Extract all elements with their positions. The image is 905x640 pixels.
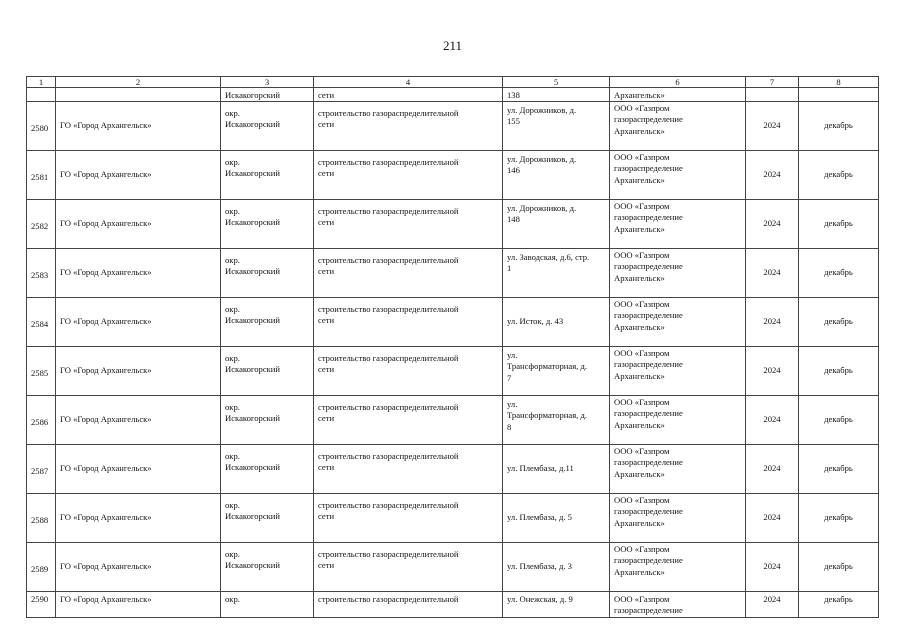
cell-organization: ООО «Газпром газораспределение Архангельск» [610, 445, 746, 494]
cell-month: декабрь [799, 249, 879, 298]
cell-work: строительство газораспределительной сети [314, 200, 503, 249]
cell-year [746, 88, 799, 102]
column-header: 3 [221, 77, 314, 88]
cell-district: окр. Искакогорский [221, 494, 314, 543]
cell-month: декабрь [799, 494, 879, 543]
cell-work: строительство газораспределительной сети [314, 298, 503, 347]
cell-district: окр. Искакогорский [221, 151, 314, 200]
cell-go: ГО «Город Архангельск» [56, 249, 221, 298]
cell-address: ул. Заводская, д.6, стр. 1 [503, 249, 610, 298]
column-header: 6 [610, 77, 746, 88]
cell-go: ГО «Город Архангельск» [56, 494, 221, 543]
cell-year: 2024 [746, 102, 799, 151]
table-row [27, 298, 879, 347]
cell-work: строительство газораспределительной сети [314, 249, 503, 298]
cell-work: строительство газораспределительной сети [314, 494, 503, 543]
table-row [27, 445, 879, 494]
cell-year: 2024 [746, 347, 799, 396]
column-number-row [27, 77, 879, 88]
cell-address: ул. Дорожников, д. 155 [503, 102, 610, 151]
cell-number: 2584 [27, 298, 56, 347]
cell-go: ГО «Город Архангельск» [56, 592, 221, 618]
cell-month: декабрь [799, 445, 879, 494]
cell-year: 2024 [746, 151, 799, 200]
cell-month: декабрь [799, 347, 879, 396]
cell-work: строительство газораспределительной сети [314, 102, 503, 151]
cell-address: ул. Исток, д. 43 [503, 298, 610, 347]
cell-number: 2590 [27, 592, 56, 618]
cell-month: декабрь [799, 298, 879, 347]
cell-district: окр. [221, 592, 314, 618]
cell-month: декабрь [799, 151, 879, 200]
cell-address: ул. Трансформаторная, д. 7 [503, 347, 610, 396]
cell-work: строительство газораспределительной сети [314, 347, 503, 396]
column-header: 1 [27, 77, 56, 88]
cell-district: окр. Искакогорский [221, 543, 314, 592]
cell-number: 2580 [27, 102, 56, 151]
table-row [27, 347, 879, 396]
cell-address: ул. Онежская, д. 9 [503, 592, 610, 618]
cell-organization: ООО «Газпром газораспределение Архангельск» [610, 347, 746, 396]
cell-year: 2024 [746, 249, 799, 298]
cell-work: строительство газораспределительной сети [314, 396, 503, 445]
cell-go: ГО «Город Архангельск» [56, 445, 221, 494]
page-number: 211 [442, 38, 463, 53]
cell-go: ГО «Город Архангельск» [56, 102, 221, 151]
cell-organization: ООО «Газпром газораспределение Архангельск» [610, 200, 746, 249]
cell-district: окр. Искакогорский [221, 298, 314, 347]
cell-year: 2024 [746, 298, 799, 347]
cell-district: окр. Искакогорский [221, 200, 314, 249]
table-row [27, 200, 879, 249]
cell-organization: ООО «Газпром газораспределение Архангельск» [610, 249, 746, 298]
column-header: 8 [799, 77, 879, 88]
cell-district: окр. Искакогорский [221, 396, 314, 445]
cell-number [27, 88, 56, 102]
column-header: 4 [314, 77, 503, 88]
cell-month: декабрь [799, 200, 879, 249]
column-header: 7 [746, 77, 799, 88]
cell-district: окр. Искакогорский [221, 347, 314, 396]
cell-number: 2585 [27, 347, 56, 396]
cell-organization: ООО «Газпром газораспределение Архангельск» [610, 494, 746, 543]
cell-address: ул. Плембаза, д.11 [503, 445, 610, 494]
cell-month [799, 88, 879, 102]
continuation-row [27, 88, 879, 102]
cell-district: окр. Искакогорский [221, 249, 314, 298]
cell-month: декабрь [799, 396, 879, 445]
cell-work: строительство газораспределительной сети [314, 151, 503, 200]
table-row [27, 494, 879, 543]
cell-year: 2024 [746, 396, 799, 445]
cell-year: 2024 [746, 592, 799, 618]
column-header: 2 [56, 77, 221, 88]
column-header: 5 [503, 77, 610, 88]
cell-number: 2582 [27, 200, 56, 249]
table-row [27, 592, 879, 618]
cell-go: ГО «Город Архангельск» [56, 396, 221, 445]
cell-address: 138 [503, 88, 610, 102]
cell-address: ул. Трансформаторная, д. 8 [503, 396, 610, 445]
cell-work: строительство газораспределительной сети [314, 445, 503, 494]
cell-work: сети [314, 88, 503, 102]
cell-go: ГО «Город Архангельск» [56, 298, 221, 347]
cell-month: декабрь [799, 543, 879, 592]
cell-work: строительство газораспределительной сети [314, 543, 503, 592]
cell-district: окр. Искакогорский [221, 445, 314, 494]
cell-go: ГО «Город Архангельск» [56, 200, 221, 249]
cell-work: строительство газораспределительной [314, 592, 503, 618]
table-row [27, 151, 879, 200]
cell-number: 2587 [27, 445, 56, 494]
cell-year: 2024 [746, 445, 799, 494]
cell-number: 2581 [27, 151, 56, 200]
cell-number: 2586 [27, 396, 56, 445]
cell-number: 2588 [27, 494, 56, 543]
cell-number: 2583 [27, 249, 56, 298]
cell-go: ГО «Город Архангельск» [56, 543, 221, 592]
cell-month: декабрь [799, 102, 879, 151]
table-row [27, 102, 879, 151]
cell-go: ГО «Город Архангельск» [56, 151, 221, 200]
cell-address: ул. Плембаза, д. 3 [503, 543, 610, 592]
cell-address: ул. Плембаза, д. 5 [503, 494, 610, 543]
cell-organization: ООО «Газпром газораспределение Архангельск» [610, 102, 746, 151]
registry-table [26, 76, 879, 618]
cell-go: ГО «Город Архангельск» [56, 347, 221, 396]
cell-year: 2024 [746, 200, 799, 249]
cell-district: окр. Искакогорский [221, 102, 314, 151]
cell-year: 2024 [746, 543, 799, 592]
cell-organization: ООО «Газпром газораспределение Архангельск» [610, 396, 746, 445]
cell-organization: Архангельск» [610, 88, 746, 102]
cell-number: 2589 [27, 543, 56, 592]
table-row [27, 249, 879, 298]
cell-month: декабрь [799, 592, 879, 618]
cell-organization: ООО «Газпром газораспределение Архангельск» [610, 298, 746, 347]
table-row [27, 543, 879, 592]
table-row [27, 396, 879, 445]
cell-organization: ООО «Газпром газораспределение Архангельск» [610, 151, 746, 200]
cell-go [56, 88, 221, 102]
cell-organization: ООО «Газпром газораспределение Архангельск» [610, 543, 746, 592]
cell-organization: ООО «Газпром газораспределение [610, 592, 746, 618]
cell-address: ул. Дорожников, д. 146 [503, 151, 610, 200]
cell-district: Искакогорский [221, 88, 314, 102]
cell-year: 2024 [746, 494, 799, 543]
cell-address: ул. Дорожников, д. 148 [503, 200, 610, 249]
